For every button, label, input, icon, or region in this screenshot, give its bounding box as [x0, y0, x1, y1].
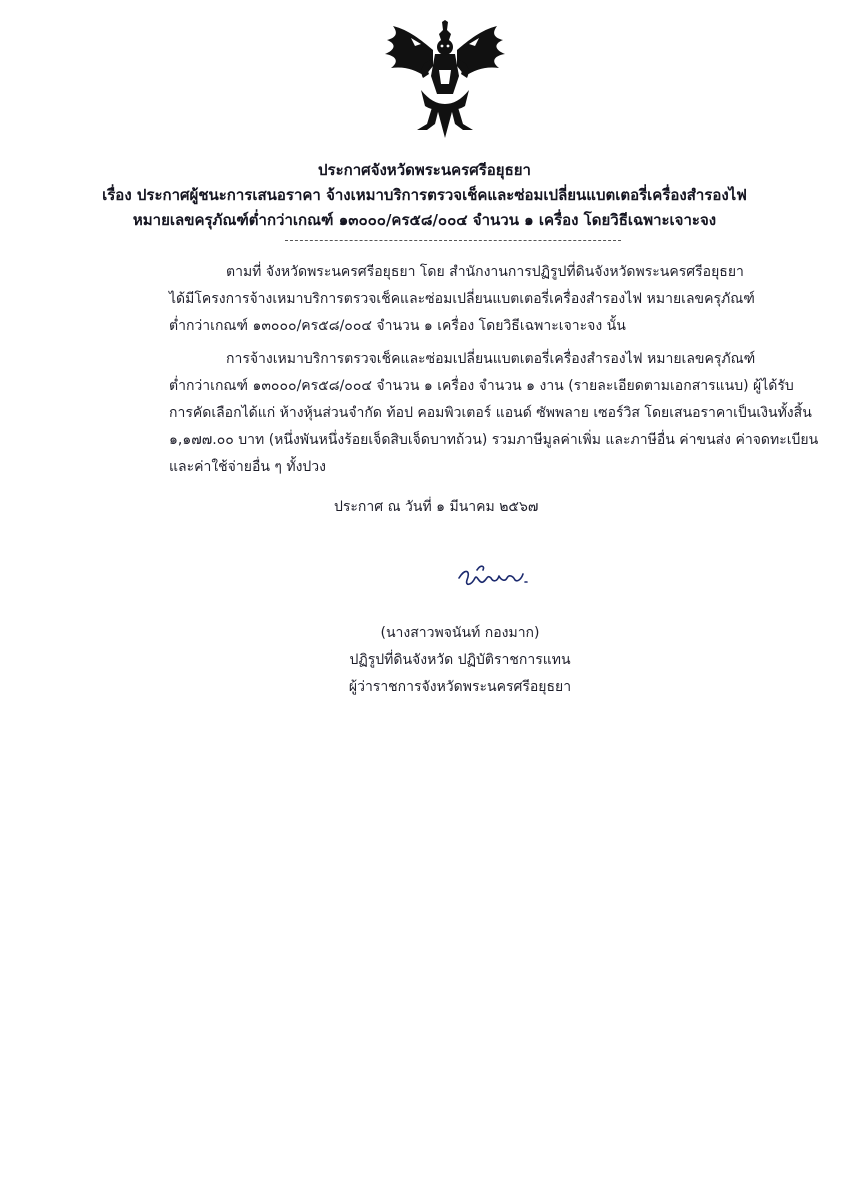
paragraph-2-line-1: การจ้างเหมาบริการตรวจเช็คและซ่อมเปลี่ยนแบตเตอรี่เครื่องสำรองไฟ หมายเลขครุภัณฑ์ — [226, 351, 756, 367]
signer-position-2: ผู้ว่าราชการจังหวัดพระนครศรีอยุธยา — [348, 679, 572, 695]
garuda-emblem-icon — [381, 20, 509, 140]
paragraph-1-line-2: ได้มีโครงการจ้างเหมาบริการตรวจเช็คและซ่อมเปลี่ยนแบตเตอรี่เครื่องสำรองไฟ หมายเลขครุภัณฑ์ — [169, 291, 755, 307]
paragraph-1-line-1: ตามที่ จังหวัดพระนครศรีอยุธยา โดย สำนักงานการปฏิรูปที่ดินจังหวัดพระนครศรีอยุธยา — [226, 264, 744, 280]
document-heading — [0, 158, 849, 233]
signer-block — [300, 620, 620, 701]
paragraph-2-line-3: การคัดเลือกได้แก่ ห้างหุ้นส่วนจำกัด ท้อป คอมพิวเตอร์ แอนด์ ซัพพลาย เซอร์วิส โดยเสนอราคาเป็นเงินทั้งสิ้น — [169, 405, 812, 421]
signer-position-1: ปฏิรูปที่ดินจังหวัด ปฏิบัติราชการแทน — [349, 652, 571, 668]
subject-line-2: หมายเลขครุภัณฑ์ต่ำกว่าเกณฑ์ ๑๓๐๐๐/คร๕๘/๐๐๔ จำนวน ๑ เครื่อง โดยวิธีเฉพาะเจาะจง — [132, 211, 717, 229]
signer-name: (นางสาวพจนันท์ กองมาก) — [380, 625, 540, 641]
paragraph-1-line-3: ต่ำกว่าเกณฑ์ ๑๓๐๐๐/คร๕๘/๐๐๔ จำนวน ๑ เครื่อง โดยวิธีเฉพาะเจาะจง นั้น — [169, 318, 626, 334]
paragraph-2-line-2: ต่ำกว่าเกณฑ์ ๑๓๐๐๐/คร๕๘/๐๐๔ จำนวน ๑ เครื่อง จำนวน ๑ งาน (รายละเอียดตามเอกสารแนบ) ผู้ได้รับ — [169, 378, 794, 394]
signature-image — [455, 560, 535, 600]
heading-separator — [285, 240, 621, 241]
paragraph-2-line-4: ๑,๑๗๗.๐๐ บาท (หนึ่งพันหนึ่งร้อยเจ็ดสิบเจ็ดบาทถ้วน) รวมภาษีมูลค่าเพิ่ม และภาษีอื่น ค่าขนส่ง ค่าจดทะเบียน — [169, 432, 819, 448]
subject-line-1: เรื่อง ประกาศผู้ชนะการเสนอราคา จ้างเหมาบริการตรวจเช็คและซ่อมเปลี่ยนแบตเตอรี่เครื่องสำรองไฟ — [102, 186, 747, 204]
paragraph-2-line-5: และค่าใช้จ่ายอื่น ๆ ทั้งปวง — [169, 459, 327, 475]
agency-title: ประกาศจังหวัดพระนครศรีอยุธยา — [318, 161, 531, 179]
announcement-date: ประกาศ ณ วันที่ ๑ มีนาคม ๒๕๖๗ — [334, 499, 539, 515]
